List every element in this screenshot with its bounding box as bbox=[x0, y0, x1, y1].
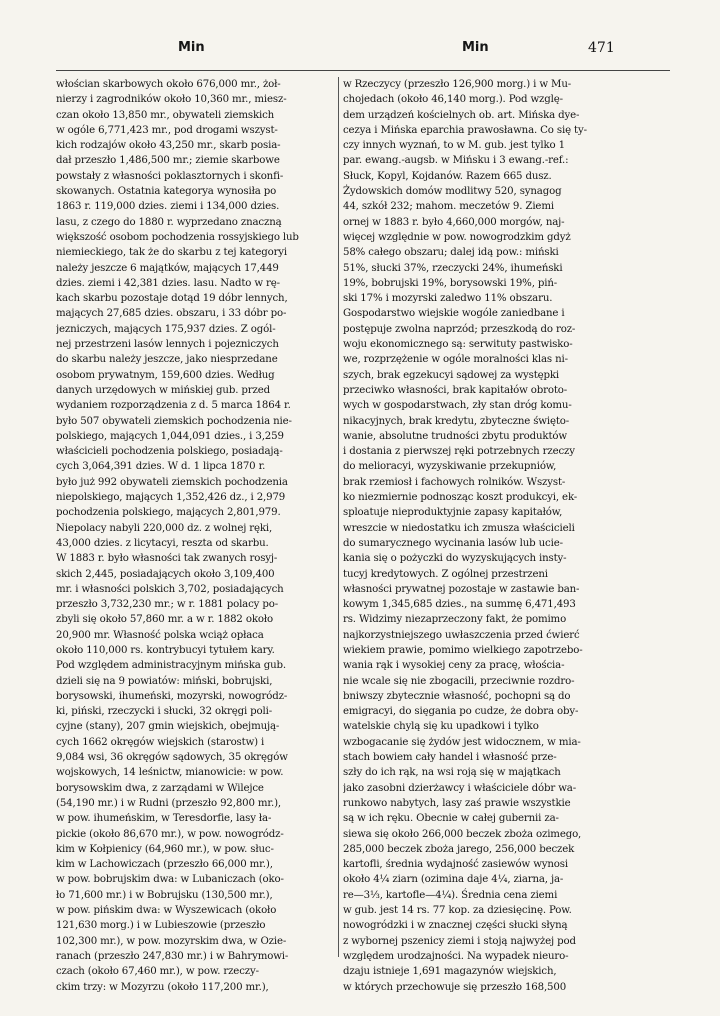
text-line: pochodzenia polskiego, mających 2,801,979. bbox=[56, 507, 281, 519]
text-line: skowanych. Ostatnia kategorya wynosiła po bbox=[56, 186, 277, 198]
text-line: szły do ich rąk, na wsi roją się w majątkach bbox=[343, 767, 561, 779]
text-line: jezniczych, mających 175,937 dzies. Z ogól- bbox=[56, 323, 276, 335]
text-line: nowogródzki i w znacznej części słucki słyną bbox=[343, 920, 568, 932]
text-line: cyjne (stany), 207 gmin wiejskich, obejmują- bbox=[56, 721, 280, 733]
text-line: skich 2,445, posiadających około 3,109,400 bbox=[56, 568, 275, 580]
text-line: ko niezmiernie podnosząc koszt produkcyi, ek- bbox=[343, 492, 578, 504]
text-line: wydaniem rozporządzenia z d. 5 marca 1864 r. bbox=[56, 400, 291, 412]
text-line: postępuje zwolna naprzód; przeszkodą do roz- bbox=[343, 323, 576, 335]
text-line: danych urzędowych w mińskiej gub. przed bbox=[56, 384, 270, 396]
text-line: z wybornej pszenicy ziemi i stoją najwyżej pod bbox=[343, 935, 576, 947]
text-line: Żydowskich domów modlitwy 520, synagog bbox=[343, 186, 562, 198]
text-line: polskiego, mających 1,044,091 dzies., i 3,259 bbox=[56, 430, 284, 442]
text-line: 19%, bobrujski 19%, borysowski 19%, piń- bbox=[343, 277, 558, 289]
text-line: 1863 r. 119,000 dzies. ziemi i 134,000 dzies. bbox=[56, 201, 280, 213]
text-line: siewa się około 266,000 beczek zboża ozimego, bbox=[343, 828, 582, 840]
text-line: niepolskiego, mających 1,352,426 dz., i 2,979 bbox=[56, 492, 286, 504]
text-line: watelskie chylą się ku upadkowi i tylko bbox=[343, 721, 539, 733]
text-line: 102,300 mr.), w pow. mozyrskim dwa, w Ozie- bbox=[56, 935, 287, 947]
text-line: 285,000 beczek zboża jarego, 256,000 beczek bbox=[343, 843, 575, 855]
text-line: bniwszy zbytecznie własność, pochopni są do bbox=[343, 690, 571, 702]
text-line: par. ewang.-augsb. w Mińsku i 3 ewang.-ref.: bbox=[343, 155, 569, 167]
text-line: nej przestrzeni lasów lennych i pojezniczych bbox=[56, 339, 279, 351]
text-line: dzieli się na 9 powiatów: miński, bobrujski, bbox=[56, 675, 273, 687]
text-line: w ogóle 6,771,423 mr., pod drogami wszyst- bbox=[56, 124, 278, 136]
text-line: jako zasobni dzierżawcy i właściciele dóbr wa- bbox=[343, 782, 576, 794]
text-line: około 4¼ ziarn (ozimina daje 4¼, ziarna, ja- bbox=[343, 874, 564, 886]
text-line: i dostania z pierwszej ręki potrzebnych rzeczy bbox=[343, 446, 575, 458]
text-line: we, rozprzężenie w ogóle moralności klas ni- bbox=[343, 354, 568, 366]
text-line: kania się o pożyczki do wyzyskujących insty- bbox=[343, 553, 567, 565]
text-line: do sumarycznego wycinania lasów lub ucie- bbox=[343, 537, 563, 549]
text-line: emigracyi, do sięgania po cudze, że dobra oby- bbox=[343, 706, 579, 718]
text-line: 51%, słucki 37%, rzeczycki 24%, ihumeński bbox=[343, 262, 563, 274]
text-line: w pow. bobrujskim dwa: w Lubaniczach (oko- bbox=[56, 874, 284, 886]
text-line: Pod względem administracyjnym mińska gub. bbox=[56, 660, 286, 672]
running-head-left: Min bbox=[178, 40, 205, 55]
text-line: dał przeszło 1,486,500 mr.; ziemie skarbowe bbox=[56, 155, 280, 167]
text-line: 20,900 mr. Własność polska wciąż opłaca bbox=[56, 629, 264, 641]
text-line: kich rodzajów około 43,250 mr., skarb posia- bbox=[56, 140, 281, 152]
text-line: dzaju istnieje 1,691 magazynów wiejskich, bbox=[343, 966, 557, 978]
text-line: ki, piński, rzeczycki i słucki, 32 okręgi poli- bbox=[56, 706, 273, 718]
text-line: mr. i własności polskich 3,702, posiadających bbox=[56, 583, 284, 595]
text-line: czy innych wyznań, to w M. gub. jest tylko 1 bbox=[343, 140, 565, 152]
text-line: nierzy i zagrodników około 10,360 mr., miesz- bbox=[56, 94, 287, 106]
text-line: w pow. ihumeńskim, w Teresdorfie, lasy ła- bbox=[56, 813, 272, 825]
text-line: chojedach (około 46,140 morg.). Pod wzglę- bbox=[343, 94, 563, 106]
text-line: rs. Widzimy niezaprzeczony fakt, że pomimo bbox=[343, 614, 567, 626]
text-line: właścicieli pochodzenia polskiego, posiadają- bbox=[56, 446, 283, 458]
text-line: 58% całego obszaru; dalej idą pow.: miński bbox=[343, 247, 559, 259]
text-line: w pow. pińskim dwa: w Wyszewicach (około bbox=[56, 905, 277, 917]
text-line: cych 1662 okręgów wiejskich (starostw) i bbox=[56, 736, 265, 748]
text-line: stach bowiem cały handel i własność prze- bbox=[343, 752, 557, 764]
text-line: kowym 1,345,685 dzies., na summę 6,471,493 bbox=[343, 599, 576, 611]
text-line: wojskowych, 14 leśnictw, mianowicie: w pow. bbox=[56, 767, 284, 779]
text-line: dzies. ziemi i 42,381 dzies. lasu. Nadto w rę- bbox=[56, 277, 280, 289]
text-line: ranach (przeszło 247,830 mr.) i w Bahrymowi- bbox=[56, 950, 289, 962]
text-line: wiekiem prawie, pomimo wielkiego zapotrzebo- bbox=[343, 644, 583, 656]
text-line: szych, brak egzekucyi sądowej za występki bbox=[343, 369, 560, 381]
text-line: było już 992 obywateli ziemskich pochodzenia bbox=[56, 476, 288, 488]
text-line: W 1883 r. było własności tak zwanych rosyj- bbox=[56, 553, 278, 565]
text-line: 43,000 dzies. z licytacyi, reszta od skarbu. bbox=[56, 537, 269, 549]
text-line: wania rąk i wysokiej ceny za pracę, włościa- bbox=[343, 660, 565, 672]
text-line: około 110,000 rs. kontrybucyi tytułem kary. bbox=[56, 644, 275, 656]
text-line: wzbogacanie się żydów jest widocznem, w mia- bbox=[343, 736, 581, 748]
text-line: Słuck, Kopyl, Kojdanów. Razem 665 dusz. bbox=[343, 170, 552, 182]
text-line: przeszło 3,732,230 mr.; w r. 1881 polacy po- bbox=[56, 599, 278, 611]
text-line: było 507 obywateli ziemskich pochodzenia nie- bbox=[56, 415, 292, 427]
text-line: niemieckiego, tak że do skarbu z tej kategoryi bbox=[56, 247, 287, 259]
text-line: kim w Lachowiczach (przeszło 66,000 mr.), bbox=[56, 859, 273, 871]
text-line: są w ich ręku. Obecnie w całej gubernii za- bbox=[343, 813, 559, 825]
text-line: dem urządzeń kościelnych ob. art. Mińska dye- bbox=[343, 109, 580, 121]
text-line: do melioracyi, wyzyskiwanie przekupniów, bbox=[343, 461, 557, 473]
text-line: pickie (około 86,670 mr.), w pow. nowogródz- bbox=[56, 828, 284, 840]
text-line: włościan skarbowych około 676,000 mr., żoł- bbox=[56, 79, 281, 90]
text-line: w Rzeczycy (przeszło 126,900 morg.) i w Mu- bbox=[343, 79, 572, 90]
text-line: kach skarbu pozostaje dotąd 19 dóbr lennych, bbox=[56, 293, 288, 305]
text-line: w których przechowuje się przeszło 168,500 bbox=[343, 981, 567, 993]
text-line: ło 71,600 mr.) i w Bobrujsku (130,500 mr.), bbox=[56, 889, 273, 901]
text-line: w gub. jest 14 rs. 77 kop. za dziesięcinę. Pow. bbox=[343, 905, 572, 917]
text-line: (54,190 mr.) i w Rudni (przeszło 92,800 mr.), bbox=[56, 797, 282, 809]
text-line: należy jeszcze 6 majątków, mających 17,449 bbox=[56, 262, 279, 274]
text-line: 44, szkół 232; mahom. meczetów 9. Ziemi bbox=[343, 201, 554, 213]
text-line: nikacyjnych, brak kredytu, zbyteczne święto- bbox=[343, 415, 570, 427]
text-line: powstały z własności poklasztornych i skonfi- bbox=[56, 170, 284, 182]
text-line: cezya i Mińska eparchia prawosławna. Co się ty- bbox=[343, 124, 587, 136]
text-line: przeciwko własności, brak kapitałów obroto- bbox=[343, 384, 568, 396]
text-line: runkowo nabytych, lasy zaś prawie wszystkie bbox=[343, 797, 571, 809]
page-number: 471 bbox=[588, 40, 615, 56]
header-rule bbox=[56, 70, 670, 71]
text-column-right bbox=[338, 77, 619, 993]
text-column-left bbox=[56, 77, 330, 995]
text-line: własności prywatnej pozostaje w zastawie ban- bbox=[343, 583, 580, 595]
text-line: ckim trzy: w Mozyrzu (około 117,200 mr.), bbox=[56, 981, 269, 993]
text-line: czach (około 67,460 mr.), w pow. rzeczy- bbox=[56, 966, 259, 978]
text-line: czan około 13,850 mr., obywateli ziemskich bbox=[56, 109, 275, 121]
text-line: do skarbu należy jeszcze, jako niesprzedane bbox=[56, 354, 278, 366]
text-line: mających 27,685 dzies. obszaru, i 33 dóbr po- bbox=[56, 308, 287, 320]
text-line: 121,630 morg.) i w Lubieszowie (przeszło bbox=[56, 920, 266, 932]
text-line: nie wcale się nie zbogacili, przeciwnie rozdro- bbox=[343, 675, 575, 687]
text-line: kartofli, średnia wydajność zasiewów wynosi bbox=[343, 859, 568, 871]
text-line: wreszcie w niedostatku ich zmusza właścicieli bbox=[343, 522, 575, 534]
text-line: więcej względnie w pow. nowogrodzkim gdyż bbox=[343, 231, 571, 243]
text-line: brak rzemiosł i fachowych rolników. Wszyst- bbox=[343, 476, 566, 488]
text-line: woju ekonomicznego są: serwituty pastwisko- bbox=[343, 339, 573, 351]
text-line: lasu, z czego do 1880 r. wyprzedano znaczną bbox=[56, 216, 282, 228]
text-line: wych w gospodarstwach, zły stan dróg komu- bbox=[343, 400, 572, 412]
text-line: zbyli się około 57,860 mr. a w r. 1882 około bbox=[56, 614, 273, 626]
text-line: sploatuje nieproduktyjnie zapasy kapitałów, bbox=[343, 507, 563, 519]
running-head-center: Min bbox=[462, 40, 489, 55]
text-line: kim w Kołpienicy (64,960 mr.), w pow. słuc- bbox=[56, 843, 274, 855]
text-line: cych 3,064,391 dzies. W d. 1 lipca 1870 r. bbox=[56, 461, 266, 473]
text-line: ski 17% i mozyrski zaledwo 11% obszaru. bbox=[343, 293, 553, 305]
text-line: Gospodarstwo wiejskie wogóle zaniedbane i bbox=[343, 308, 565, 320]
text-line: ornej w 1883 r. było 4,660,000 morgów, naj- bbox=[343, 216, 565, 228]
text-line: tucyj kredytowych. Z ogólnej przestrzeni bbox=[343, 568, 548, 580]
text-line: osobom prywatnym, 159,600 dzies. Według bbox=[56, 369, 275, 381]
text-line: borysowski, ihumeński, mozyrski, nowogródz- bbox=[56, 690, 288, 702]
text-line: borysowskim dwa, z zarządami w Wilejce bbox=[56, 782, 264, 794]
text-line: wanie, absolutne trudności zbytu produktów bbox=[343, 430, 567, 442]
text-line: Niepolacy nabyli 220,000 dz. z wolnej ręki, bbox=[56, 522, 273, 534]
text-line: 9,084 wsi, 36 okręgów sądowych, 35 okręgów bbox=[56, 752, 288, 764]
text-line: re—3⅓, kartofle—4¼). Średnia cena ziemi bbox=[343, 889, 558, 901]
text-line: względem urodzajności. Na wypadek nieuro- bbox=[343, 950, 569, 962]
text-line: większość osobom pochodzenia rossyjskiego lub bbox=[56, 231, 299, 243]
text-line: najkorzystniejszego uwłaszczenia przed ćwierć bbox=[343, 629, 580, 641]
